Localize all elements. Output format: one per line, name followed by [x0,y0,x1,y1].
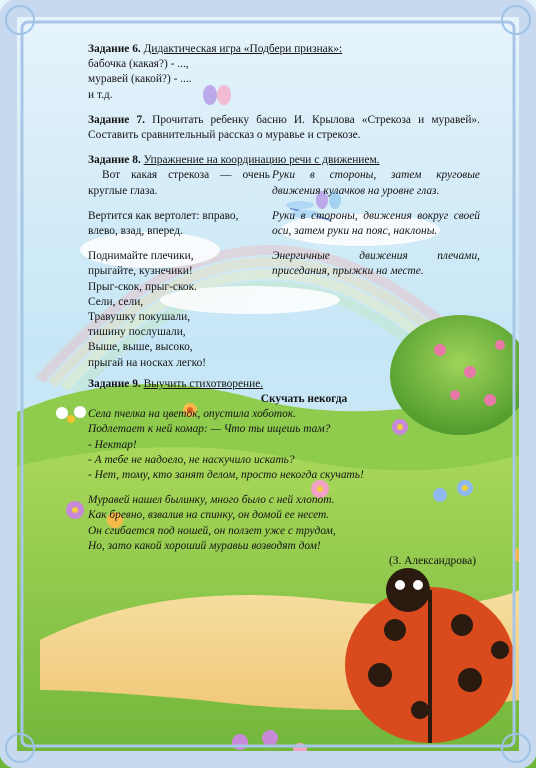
exercise-row [88,168,480,198]
exercise-verse-row [88,249,480,371]
poem-line: Села пчелка на цветок, опустила хоботок. [88,408,296,421]
poem-line: - Нет, тому, кто занят делом, просто некогда скучать! [88,469,364,482]
poem-line: Как бревно, взвалив на спинку, он домой ее несет. [88,509,330,522]
exercise-words: Вертится как вертолет: вправо, влево, взад, вперед. [88,209,239,238]
task6-line: и т.д. [88,88,113,101]
poem-stanza-2 [88,493,480,554]
poem-line: Он сгибается под ношей, он ползет уже с трудом, [88,524,336,537]
verse-line: прыгай на носках легко! [88,356,207,369]
task6-line: бабочка (какая?) - ..., [88,58,189,71]
task6-title: Дидактическая игра «Подбери признак»: [143,43,343,55]
poem-line: Муравей нашел былинку, много было с ней хлопот. [88,494,335,507]
poem-author: (З. Александрова) [388,555,476,568]
task6-heading [88,42,480,57]
task8-heading [88,153,480,168]
poem-line: Подлетает к ней комар: — Что ты ищешь там? [88,423,331,436]
exercise-verse [88,249,270,371]
poem-stanza-1 [88,407,480,483]
poem-line: Но, зато какой хороший муравьи возводят дом! [88,539,321,552]
task9-heading [88,377,480,392]
verse-line: Травушку покушали, [88,311,191,324]
poem-line: - А тебе не надоело, не наскучило искать? [88,453,295,466]
poem-title: Скучать некогда [260,393,348,406]
task7-label: Задание 7. [88,113,146,126]
verse-action: Энергичные движения плечами, приседания, прыжки на месте. [272,250,480,278]
task9-title: Выучить стихотворение. [143,377,264,390]
verse-line: Прыг-скок, прыг-скок. [88,280,197,293]
exercise-action: Руки в стороны, затем круговые движения кулачков на уровне глаз. [272,169,480,197]
verse-line: Выше, выше, высоко, [88,341,193,354]
worksheet-text [88,42,480,569]
exercise-action: Руки в стороны, движения вокруг своей оси, затем руки на пояс, наклоны. [272,209,480,238]
task7-paragraph [88,113,480,143]
poem-line: - Нектар! [88,438,137,451]
task6-label: Задание 6. [88,43,141,55]
task6-line: муравей (какой?) - .... [88,73,192,86]
exercise-row [88,209,480,239]
verse-line: прыгайте, кузнечики! [88,265,193,278]
verse-line: Поднимайте плечики, [88,250,194,263]
verse-line: Сели, сели, [88,295,144,308]
task7-text: Прочитать ребенку басню И. Крылова «Стрекоза и муравей». Составить сравнительный рассказ о муравье и стрекозе. [88,113,480,142]
task9-label: Задание 9. [88,377,141,390]
exercise-words: Вот какая стрекоза — очень круглые глаза. [88,169,270,197]
task8-label: Задание 8. [88,154,141,167]
verse-line: тишину послушали, [88,326,186,339]
task8-title: Упражнение на координацию речи с движением. [143,154,380,167]
